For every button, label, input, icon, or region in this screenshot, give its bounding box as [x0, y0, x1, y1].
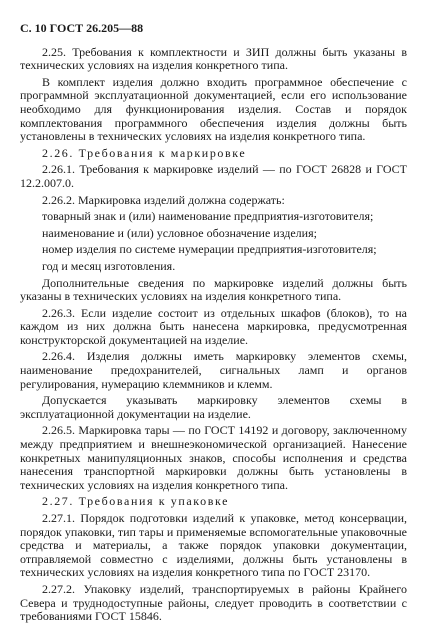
clause-2-26-2: 2.26.2. Маркировка изделий должна содержать: [42, 192, 285, 207]
clause-2-26-4: 2.26.4. Изделия должны иметь маркировку элементов схемы, наименование предохранителей, сигнальных ламп и органов регулирования, нумерацию клеммников и клемм. [20, 349, 407, 391]
clause-2-25: 2.25. Требования к комплектности и ЗИП должны быть указаны в технических условиях на изделия конкретного типа. [20, 44, 407, 73]
clause-2-27-2: 2.27.2. Упаковку изделий, транспортируемых в районы Крайнего Севера и труднодоступные районы, следует проводить в соответствии с требованиями ГОСТ 15846. [20, 581, 407, 624]
marking-item-date: год и месяц изготовления. [42, 258, 176, 273]
clause-2-27-1: 2.27.1. Порядок подготовки изделий к упаковке, метод консервации, порядок упаковки, тип тары и применяемые вспомогательные упаковочные средства и материалы, а также порядок упаковки документации, отправляемой совместно с изделиями, должны быть установлены в технических условиях на изделия конкретного типа по ГОСТ 23170. [20, 511, 407, 580]
marking-item-number: номер изделия по системе нумерации предприятия-изготовителя; [42, 242, 377, 257]
software-paragraph: В комплект изделия должно входить программное обеспечение с программной эксплуатационной документацией, если его использование необходимо для функционирования изделия. Состав и порядок комплектования программного обеспечения изделия должны быть установлены в технических условиях на изделия конкретного типа. [20, 74, 407, 144]
clause-2-26-3: 2.26.3. Если изделие состоит из отдельных шкафов (блоков), то на каждом из них должна быть нанесена маркировка, предусмотренная конструкторской документацией на изделие. [20, 305, 407, 347]
marking-item-name: наименование и (или) условное обозначение изделия; [42, 225, 317, 240]
additional-marking-paragraph: Дополнительные сведения по маркировке изделий должны быть указаны в технических условиях на изделия конкретного типа. [20, 275, 407, 304]
section-heading-marking: 2.26. Требования к маркировке [42, 145, 247, 160]
document-page [20, 22, 407, 627]
section-heading-packaging: 2.27. Требования к упаковке [42, 494, 230, 509]
allowed-marking-paragraph: Допускается указывать маркировку элементов схемы в эксплуатационной документации на изделие. [20, 393, 407, 421]
clause-2-26-1: 2.26.1. Требования к маркировке изделий — по ГОСТ 26828 и ГОСТ 12.2.007.0. [20, 162, 407, 190]
page-header: С. 10 ГОСТ 26.205—88 [20, 21, 144, 35]
marking-item-trademark: товарный знак и (или) наименование предприятия-изготовителя; [42, 209, 374, 224]
clause-2-26-5: 2.26.5. Маркировка тары — по ГОСТ 14192 и договору, заключенному между предприятием и внешнеэкономической организацией. Нанесение конкретных манипуляционных знаков, способы исполнения и средства нанесения транспортной маркировки должны быть установлены в технических условиях на изделия конкретного типа. [20, 423, 407, 492]
